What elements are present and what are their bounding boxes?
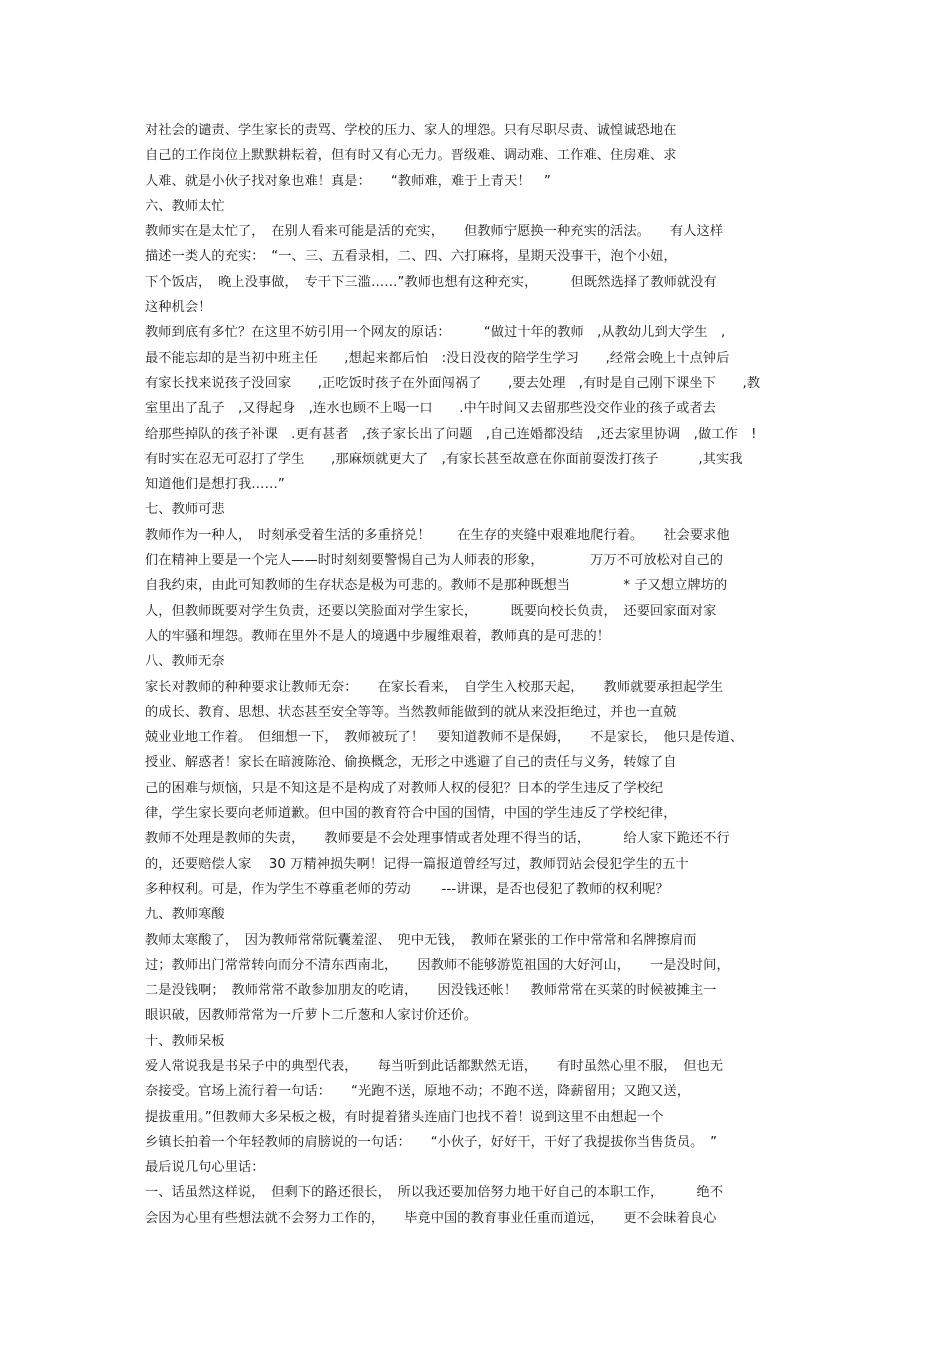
text-line: 教师实在是太忙了， 在别人看来可能是活的充实， 但教师宁愿换一种充实的活法。 有人这样 bbox=[145, 224, 724, 240]
text-line: 教师作为一种人， 时刻承受着生活的多重挤兑！ 在生存的夹缝中艰难地爬行着。 社会要求他 bbox=[145, 527, 730, 543]
text-line: 乡镇长拍着一个年轻教师的肩膀说的一句话： “小伙子，好好干，干好了我提拔你当售货员。 ” bbox=[145, 1134, 718, 1150]
text-line: 有时实在忍无可忍打了学生 ,那麻烦就更大了 ,有家长甚至故意在你面前耍泼打孩子 ,其实我 bbox=[145, 451, 743, 467]
text-line: 教师不处理是教师的失责， 教师要是不会处理事情或者处理不得当的话， 给人家下跪还不行 bbox=[145, 831, 730, 847]
text-line: 人难、就是小伙子找对象也难！真是： “教师难，难于上青天！ ” bbox=[145, 173, 551, 189]
text-line: 有家长找来说孩子没回家 ,正吃饭时孩子在外面闯祸了 ,要去处理 ,有时是自己刚下课坐下 ,教 bbox=[145, 375, 761, 391]
text-line: 兢业业地工作着。 但细想一下， 教师被玩了！ 要知道教师不是保姆， 不是家长， 他只是传道、 bbox=[145, 730, 744, 746]
closing-heading: 最后说几句心里话： bbox=[145, 1160, 265, 1176]
text-line: 室里出了乱子 ,又得起身 ,连水也顾不上喝一口 .中午时间又去留那些没交作业的孩子或者去 bbox=[145, 401, 716, 417]
text-line: 授业、解惑者！家长在暗渡陈沧、偷换概念，无形之中逃避了自己的责任与义务，转嫁了自 bbox=[145, 755, 677, 771]
text-line: 下个饭店， 晚上没事做， 专干下三滥……”教师也想有这种充实， 但既然选择了教师就没有 bbox=[145, 274, 717, 290]
text-line: 己的困难与烦恼，只是不知这是不是构成了对教师人权的侵犯？日本的学生违反了学校纪 bbox=[145, 780, 664, 796]
text-line: 奈接受。官场上流行着一句话： “光跑不送，原地不动；不跑不送，降薪留用；又跑又送， bbox=[145, 1084, 691, 1100]
text-line: 们在精神上要是一个完人——时时刻刻要警惕自己为人师表的形象， 万万不可放松对自己的 bbox=[145, 553, 724, 569]
section-heading-rigid: 十、教师呆板 bbox=[145, 1033, 225, 1049]
text-line: 人，但教师既要对学生负责，还要以笑脸面对学生家长， 既要向校长负责， 还要回家面对家 bbox=[145, 603, 717, 619]
section-heading-busy: 六、教师太忙 bbox=[145, 198, 225, 214]
document-body bbox=[145, 118, 825, 1231]
text-line: 过；教师出门常常转向而分不清东西南北， 因教师不能够游览祖国的大好河山， 一是没时间， bbox=[145, 957, 730, 973]
section-heading-pitiful: 七、教师可悲 bbox=[145, 502, 225, 518]
text-line: 二是没钱啊； 教师常常不敢参加朋友的吃请， 因没钱还帐！ 教师常常在买菜的时候被摊主一 bbox=[145, 983, 717, 999]
text-line: 教师到底有多忙？在这里不妨引用一个网友的原话： “做过十年的教师 ,从教幼儿到大学生 , bbox=[145, 325, 726, 341]
text-line: 的成长、教育、思想、状态甚至安全等等。当然教师能做到的就从来没拒绝过，并也一直兢 bbox=[145, 704, 677, 720]
text-line: 眼识破，因教师常常为一斤萝卜二斤葱和人家讨价还价。 bbox=[145, 1008, 478, 1024]
text-line: 的，还要赔偿人家 30 万精神损失啊！记得一篇报道曾经写过，教师罚站会侵犯学生的五十 bbox=[145, 856, 689, 872]
text-line: 一、话虽然这样说， 但剩下的路还很长， 所以我还要加倍努力地干好自己的本职工作， 绝不 bbox=[145, 1185, 724, 1201]
section-heading-helpless: 八、教师无奈 bbox=[145, 654, 225, 670]
text-line: 这种机会！ bbox=[145, 300, 212, 316]
text-line: 多种权利。可是，作为学生不尊重老师的劳动 ---讲课，是否也侵犯了教师的权利呢？ bbox=[145, 881, 669, 897]
text-line: 自我约束，由此可知教师的生存状态是极为可悲的。教师不是那种既想当 * 子又想立牌坊的 bbox=[145, 578, 728, 594]
text-line: 人的牢骚和埋怨。教师在里外不是人的境遇中步履维艰着，教师真的是可悲的！ bbox=[145, 628, 611, 644]
text-line: 对社会的谴责、学生家长的责骂、学校的压力、家人的埋怨。只有尽职尽责、诚惶诚恐地在 bbox=[145, 123, 677, 138]
text-line: 自己的工作岗位上默默耕耘着，但有时又有心无力。晋级难、调动难、工作难、住房难、求 bbox=[145, 148, 677, 164]
section-heading-shabby: 九、教师寒酸 bbox=[145, 907, 225, 923]
text-line: 知道他们是想打我……” bbox=[145, 477, 285, 493]
text-line: 会因为心里有些想法就不会努力工作的， 毕竟中国的教育事业任重而道远， 更不会昧着良心 bbox=[145, 1210, 717, 1226]
text-line: 家长对教师的种种要求让教师无奈： 在家长看来， 自学生入校那天起， 教师就要承担起学生 bbox=[145, 679, 724, 695]
text-line: 描述一类人的充实： “一、三、五看录相，二、四、六打麻将，星期天没事干，泡个小妞， bbox=[145, 249, 677, 265]
text-line: 律，学生家长要向老师道歉。但中国的教育符合中国的国情，中国的学生违反了学校纪律， bbox=[145, 806, 677, 822]
text-line: 提拔重用。”但教师大多呆板之极，有时提着猪头连庙门也找不着！说到这里不由想起一个 bbox=[145, 1109, 664, 1125]
text-line: 教师太寒酸了， 因为教师常常阮囊羞涩、 兜中无钱， 教师在紧张的工作中常常和名牌擦肩而 bbox=[145, 932, 697, 948]
text-line: 给那些掉队的孩子补课 .更有甚者 ,孩子家长出了问题 ,自己连婚都没结 ,还去家里协调 ,做工作 ! bbox=[145, 426, 757, 442]
text-line: 最不能忘却的是当初中班主任 ,想起来都后怕 :没日没夜的陪学生学习 ,经常会晚上十点钟后 bbox=[145, 350, 730, 366]
text-line: 爱人常说我是书呆子中的典型代表， 每当听到此话都默然无语， 有时虽然心里不服， 但也无 bbox=[145, 1058, 724, 1074]
